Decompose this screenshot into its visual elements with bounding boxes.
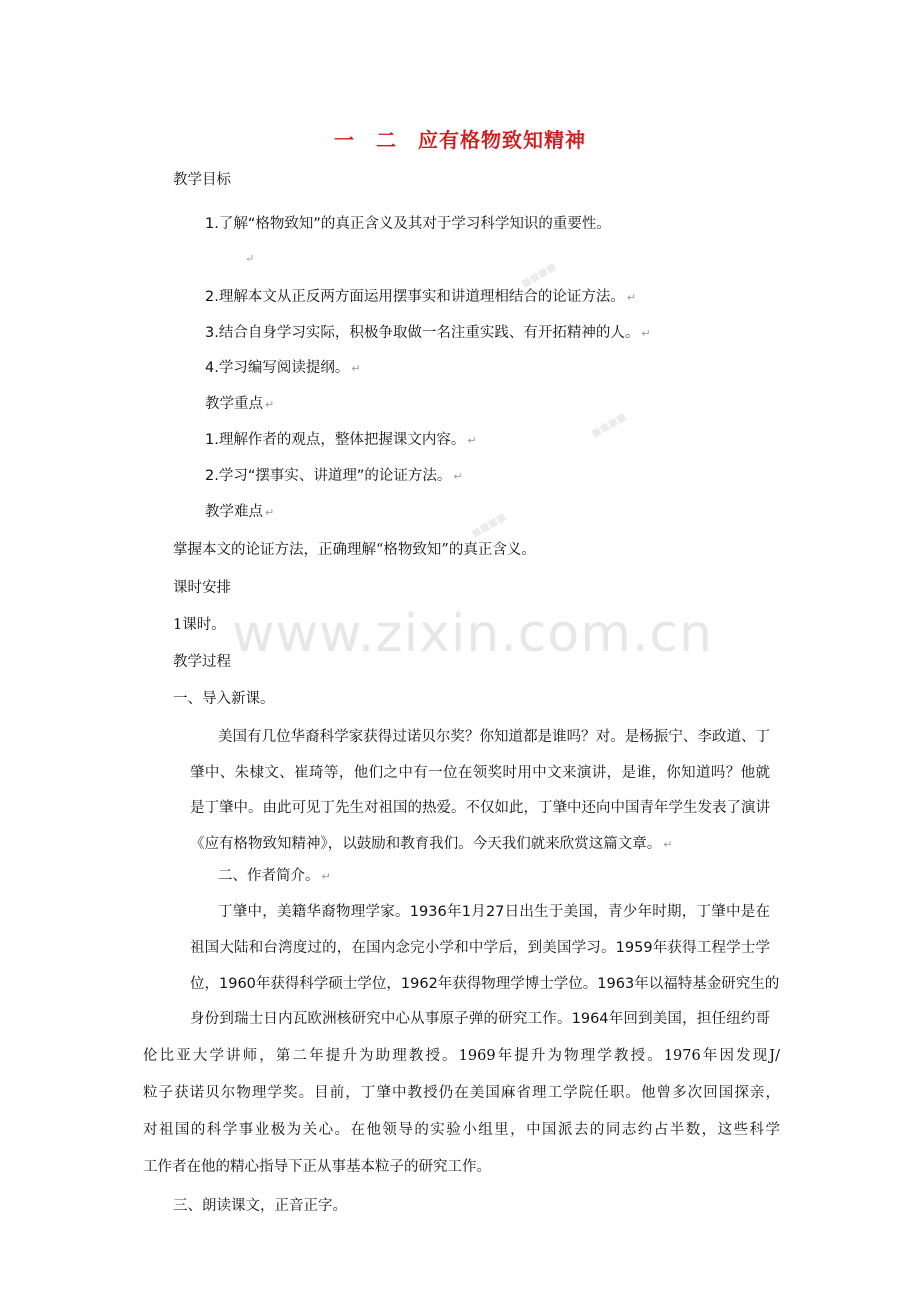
- line-text: 伦比亚大学讲师，第二年提升为助理教授。1969年提升为物理学教授。1976年因发现J/: [143, 1048, 780, 1064]
- line-text: 身份到瑞士日内瓦欧洲核研究中心从事原子弹的研究工作。1964年回到美国，担任纽约哥: [190, 1011, 770, 1027]
- schedule-item: [173, 615, 226, 635]
- paragraph-mark: ↵: [467, 434, 477, 447]
- paragraph-mark: ↵: [626, 291, 637, 304]
- paragraph-mark: ↵: [265, 506, 275, 519]
- section-heading-difficulties: [205, 502, 274, 523]
- line-text: 课时安排: [173, 580, 231, 596]
- watermark-stamp: ■■■■: [469, 511, 509, 540]
- line-text: 美国有几位华裔科学家获得过诺贝尔奖？你知道都是谁吗？对。是杨振宁、李政道、丁: [218, 729, 770, 745]
- line-text: 教学重点: [205, 396, 263, 412]
- intro-paragraph-line: [218, 727, 770, 747]
- intro-paragraph-line: [190, 798, 770, 818]
- key-point-1: [205, 430, 477, 451]
- line-text: 二、作者简介。: [218, 868, 320, 884]
- paragraph-mark: ↵: [245, 252, 255, 265]
- author-paragraph-line: [190, 974, 780, 994]
- goal-item-4: [205, 358, 361, 379]
- step-heading-intro: [173, 689, 275, 709]
- goal-item-3: [205, 323, 651, 344]
- line-text: 1.了解“格物致知”的真正含义及其对于学习科学知识的重要性。: [205, 216, 611, 232]
- step-heading-author: [218, 866, 331, 887]
- section-heading-process: [173, 652, 231, 672]
- line-text: 1课时。: [173, 617, 226, 633]
- line-text: 工作者在他的精心指导下正从事基本粒子的研究工作。: [143, 1159, 491, 1175]
- difficulty-item: [173, 540, 536, 560]
- line-text: 4.学习编写阅读提纲。: [205, 360, 350, 376]
- line-text: 一、导入新课。: [173, 691, 275, 707]
- author-paragraph-line: [190, 938, 770, 958]
- line-text: 教学过程: [173, 654, 231, 670]
- line-text: 教学目标: [173, 172, 231, 188]
- paragraph-mark: ↵: [641, 327, 651, 340]
- intro-paragraph-line: [190, 834, 672, 855]
- author-paragraph-line: [218, 902, 770, 922]
- line-text: 2.学习“摆事实、讲道理”的论证方法。: [205, 468, 452, 484]
- line-text: 1.理解作者的观点，整体把握课文内容。: [205, 432, 466, 448]
- goal-item-1: [205, 214, 611, 234]
- section-heading-schedule: [173, 578, 231, 598]
- paragraph-mark: ↵: [351, 362, 361, 375]
- author-paragraph-line: [143, 1120, 780, 1140]
- line-text: 三、朗读课文，正音正字。: [173, 1198, 347, 1214]
- line-text: 3.结合自身学习实际，积极争取做一名注重实践、有开拓精神的人。: [205, 325, 640, 341]
- line-text: 对祖国的科学事业极为关心。在他领导的实验小组里，中国派去的同志约占半数，这些科学: [143, 1122, 780, 1138]
- author-paragraph-line: [143, 1157, 491, 1177]
- line-text: 《应有格物致知精神》，以鼓励和教育我们。今天我们就来欣赏这篇文章。: [190, 836, 662, 852]
- paragraph-mark: ↵: [453, 470, 463, 483]
- section-heading-goals: [173, 170, 231, 190]
- line-text: 祖国大陆和台湾度过的，在国内念完小学和中学后，到美国学习。1959年获得工程学士学: [190, 940, 770, 956]
- line-text: 位，1960年获得科学硕士学位，1962年获得物理学博士学位。1963年以福特基金研究生的: [190, 976, 780, 992]
- section-heading-key-points: [205, 394, 274, 415]
- watermark: www.zixin.com.cn: [232, 604, 713, 664]
- line-text: 是丁肇中。由此可见丁先生对祖国的热爱。不仅如此，丁肇中还向中国青年学生发表了演讲: [190, 800, 770, 816]
- line-text: 肇中、朱棣文、崔琦等，他们之中有一位在领奖时用中文来演讲，是谁，你知道吗？他就: [190, 765, 770, 781]
- author-paragraph-line: [190, 1009, 770, 1029]
- line-text: 掌握本文的论证方法，正确理解“格物致知”的真正含义。: [173, 542, 536, 558]
- step-heading-reading: [173, 1196, 347, 1216]
- watermark-stamp: ■■■■: [589, 411, 629, 440]
- paragraph-mark: ↵: [321, 870, 331, 883]
- intro-paragraph-line: [190, 763, 770, 783]
- line-text: 2.理解本文从正反两方面运用摆事实和讲道理相结合的论证方法。: [205, 289, 625, 305]
- watermark-stamp: ■■■■: [519, 261, 559, 290]
- paragraph-mark: ↵: [265, 398, 275, 411]
- line-text: 粒子获诺贝尔物理学奖。目前，丁肇中教授仍在美国麻省理工学院任职。他曾多次回国探亲，: [143, 1085, 780, 1101]
- line-text: 丁肇中，美籍华裔物理学家。1936年1月27日出生于美国，青少年时期，丁肇中是在: [218, 904, 770, 920]
- author-paragraph-line: [143, 1046, 780, 1066]
- document-title: 一 二 应有格物致知精神: [334, 128, 586, 152]
- line-text: 教学难点: [205, 504, 263, 520]
- key-point-2: [205, 466, 463, 487]
- goal-item-2: [205, 287, 636, 308]
- author-paragraph-line: [143, 1083, 780, 1103]
- paragraph-mark: ↵: [663, 838, 673, 851]
